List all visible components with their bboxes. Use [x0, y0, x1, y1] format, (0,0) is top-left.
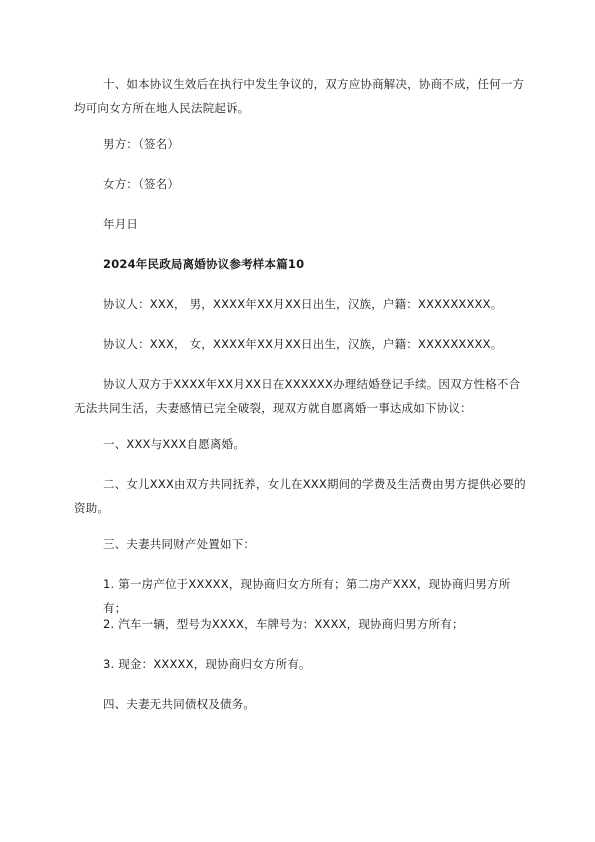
male-signature-line: 男方：（签名） — [103, 137, 180, 151]
property-item-house: 1. 第一房产位于XXXXX，现协商归女方所有；第二房产XXX，现协商归男方所有； — [103, 577, 511, 615]
clause-two-custody: 二、女儿XXX由双方共同抚养，女儿在XXX期间的学费及生活费由男方提供必要的资助。 — [74, 477, 526, 515]
female-signature-line: 女方：（签名） — [103, 177, 180, 191]
party-female: 协议人：XXX， 女，XXXX年XX月XX日出生，汉族，户籍：XXXXXXXXX。 — [103, 337, 503, 351]
clause-four-debts: 四、夫妻无共同债权及债务。 — [103, 697, 256, 711]
clause-ten-dispute: 十、如本协议生效后在执行中发生争议的，双方应协商解决，协商不成，任何一方均可向女方所在地人民法院起诉。 — [74, 77, 525, 115]
preamble-paragraph: 协议人双方于XXXX年XX月XX日在XXXXXX办理结婚登记手续。因双方性格不合无法共同生活，夫妻感情已完全破裂，现双方就自愿离婚一事达成如下协议： — [74, 377, 521, 415]
section-heading: 2024年民政局离婚协议参考样本篇10 — [103, 257, 305, 271]
property-item-cash: 3. 现金：XXXXX，现协商归女方所有。 — [103, 657, 311, 671]
property-item-car: 2. 汽车一辆，型号为XXXX，车牌号为：XXXX，现协商归男方所有； — [103, 617, 464, 631]
clause-one-divorce: 一、XXX与XXX自愿离婚。 — [103, 437, 246, 451]
clause-three-property: 三、夫妻共同财产处置如下： — [103, 537, 256, 551]
party-male: 协议人：XXX， 男，XXXX年XX月XX日出生，汉族，户籍：XXXXXXXXX。 — [103, 297, 503, 311]
date-line: 年月日 — [103, 217, 139, 231]
